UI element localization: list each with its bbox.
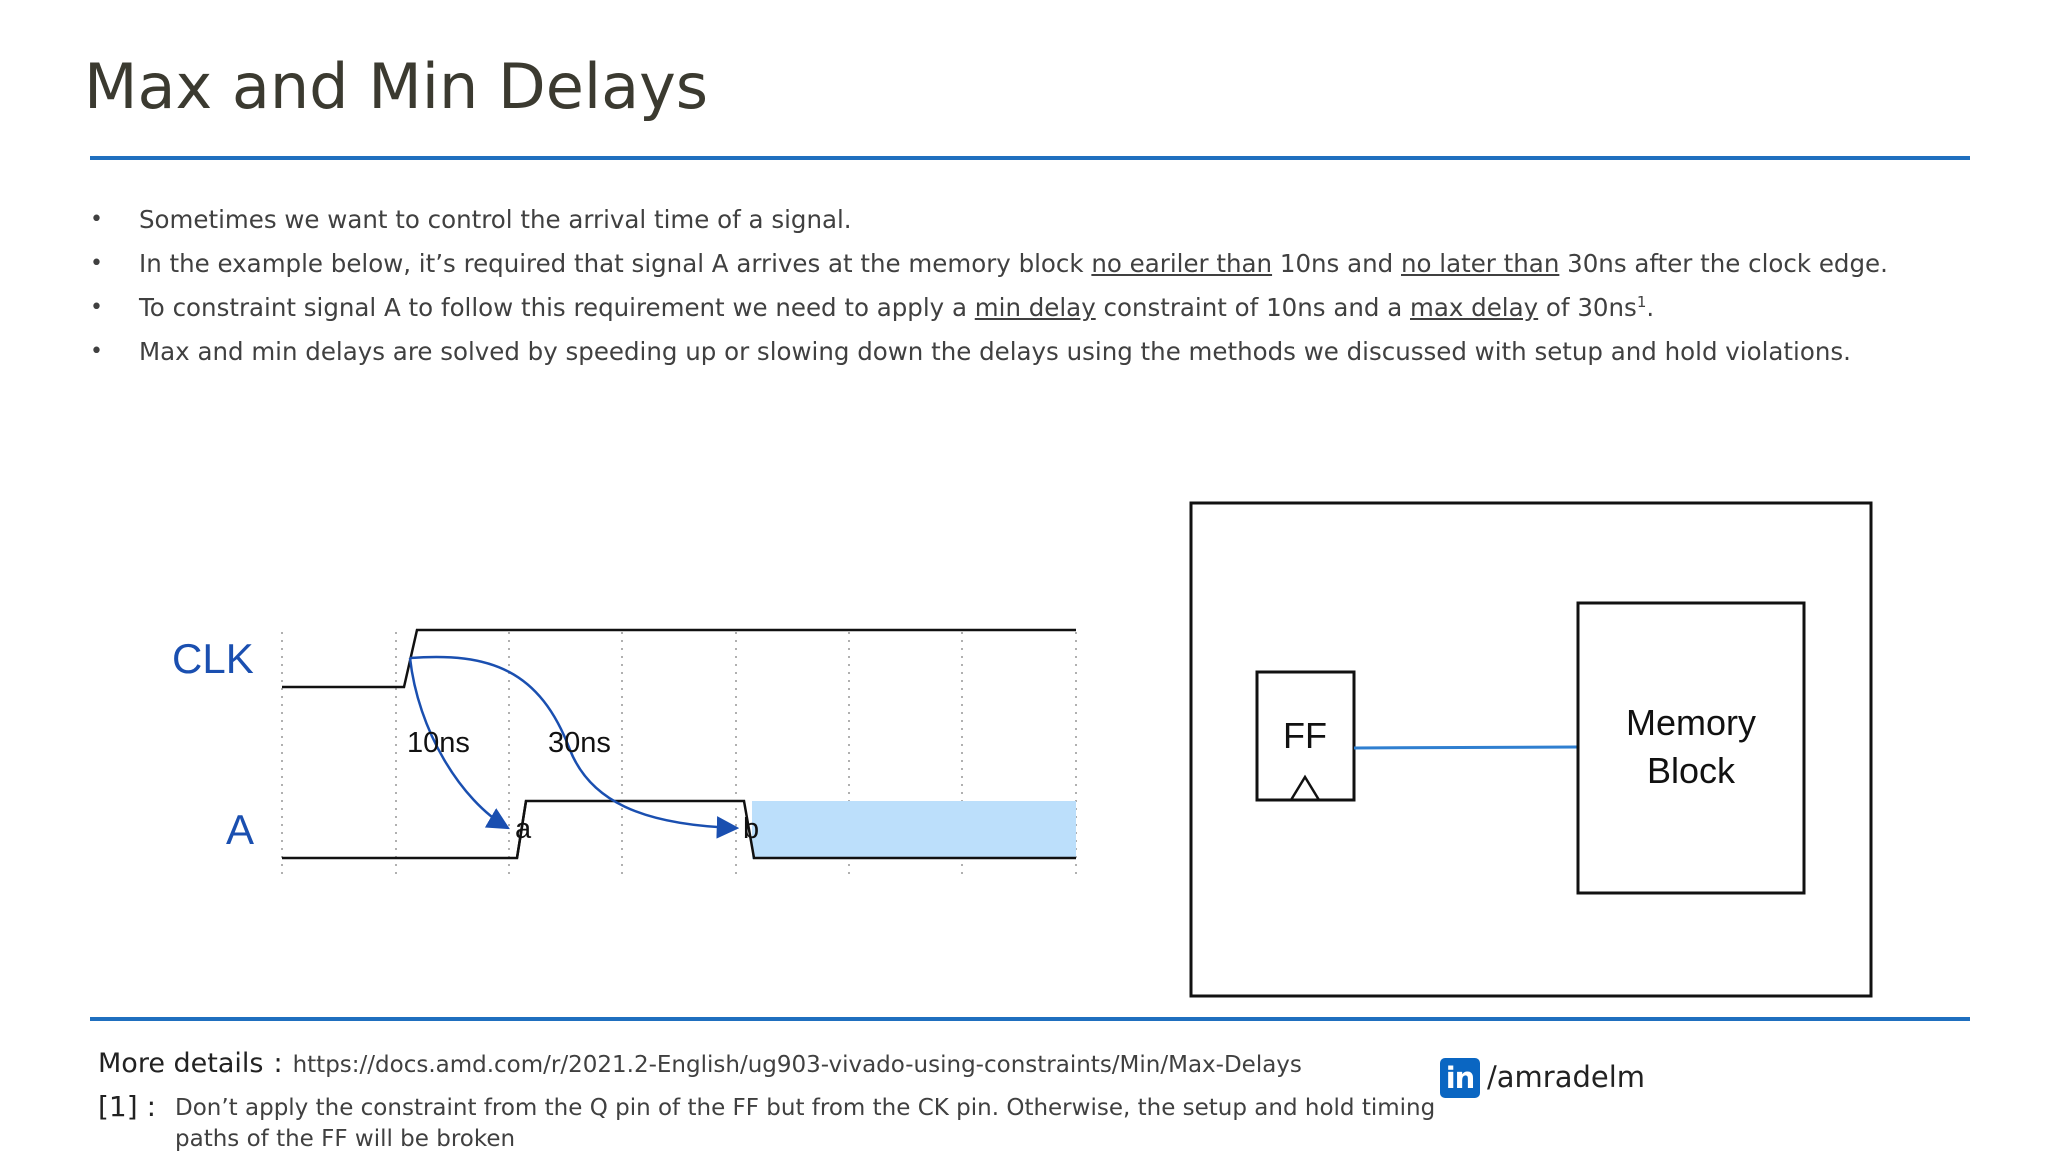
underlined-term: max delay bbox=[1410, 293, 1539, 322]
a-signal-label: A bbox=[226, 806, 255, 853]
linkedin-handle[interactable]: /amradelm bbox=[1487, 1060, 1646, 1094]
linkedin-icon[interactable]: in bbox=[1440, 1058, 1480, 1098]
underlined-term: min delay bbox=[974, 293, 1096, 322]
page-title: Max and Min Delays bbox=[84, 50, 709, 123]
footnote-ref[interactable]: 1 bbox=[1636, 292, 1647, 311]
valid-window bbox=[752, 801, 1076, 859]
clk-waveform bbox=[282, 630, 1076, 687]
bullet-text: To constraint signal A to follow this requirement we need to apply a bbox=[139, 293, 975, 322]
block-diagram bbox=[1188, 500, 1878, 1000]
underlined-term: no later than bbox=[1401, 249, 1560, 278]
wire-ff-to-memory bbox=[1354, 747, 1578, 748]
memory-block bbox=[1578, 603, 1804, 893]
a-waveform-low bbox=[282, 801, 526, 858]
footer-divider bbox=[90, 1017, 1970, 1021]
bullet-text: Sometimes we want to control the arrival time of a signal. bbox=[139, 205, 852, 234]
bullet-text: of 30ns bbox=[1538, 293, 1637, 322]
bullet-item bbox=[90, 242, 1970, 286]
bullet-text: 10ns and bbox=[1272, 249, 1401, 278]
title-divider bbox=[90, 156, 1970, 160]
bullet-item bbox=[90, 198, 1970, 242]
clk-label: CLK bbox=[172, 635, 254, 682]
memory-label-line2: Block bbox=[1646, 750, 1736, 791]
min-delay-label: 10ns bbox=[407, 727, 470, 759]
point-a-label: a bbox=[515, 813, 532, 845]
ff-label: FF bbox=[1283, 715, 1327, 756]
timing-diagram bbox=[160, 610, 1100, 900]
more-details-link[interactable]: https://docs.amd.com/r/2021.2-English/ug903-vivado-using-constraints/Min/Max-Delays bbox=[292, 1052, 1302, 1078]
bullet-item bbox=[90, 286, 1970, 330]
bullet-text: Max and min delays are solved by speeding up or slowing down the delays using the methods we discussed with setup and hold violations. bbox=[139, 337, 1851, 366]
bullet-text: . bbox=[1646, 293, 1655, 322]
more-details bbox=[98, 1048, 1302, 1079]
bullet-text: In the example below, it’s required that signal A arrives at the memory block bbox=[139, 249, 1092, 278]
bullet-text: constraint of 10ns and a bbox=[1095, 293, 1411, 322]
footnote-number: [1] : bbox=[98, 1090, 156, 1123]
memory-label-line1: Memory bbox=[1625, 702, 1757, 743]
bullet-list bbox=[90, 198, 1970, 374]
max-delay-label: 30ns bbox=[548, 727, 611, 759]
ff-clock-symbol bbox=[1291, 777, 1319, 800]
bullet-item bbox=[90, 330, 1970, 374]
more-details-colon: : bbox=[273, 1048, 283, 1079]
underlined-term: no eariler than bbox=[1091, 249, 1273, 278]
point-b-label: b bbox=[743, 813, 760, 845]
bullet-text: 30ns after the clock edge. bbox=[1559, 249, 1888, 278]
footnote-text: Don’t apply the constraint from the Q pin of the FF but from the CK pin. Otherwise, the setup and hold timing paths of the FF will be broken bbox=[175, 1095, 1436, 1152]
more-details-label: More details bbox=[98, 1048, 264, 1079]
